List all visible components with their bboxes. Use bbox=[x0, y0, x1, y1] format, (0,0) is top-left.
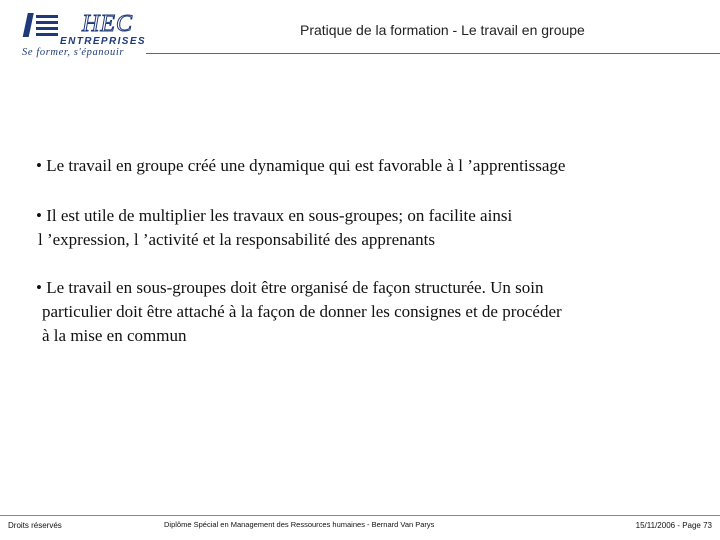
bullet-line: • Le travail en sous-groupes doit être organisé de façon structurée. Un soin bbox=[36, 278, 544, 297]
bullet-line: particulier doit être attaché à la façon de donner les consignes et de procéder bbox=[42, 302, 562, 321]
bullet-line: • Il est utile de multiplier les travaux en sous-groupes; on facilite ainsi bbox=[36, 206, 513, 225]
bullet-item-1 bbox=[36, 154, 565, 178]
footer-date-page: 15/11/2006 - Page 73 bbox=[635, 521, 712, 530]
bullet-item-3 bbox=[36, 276, 562, 348]
bullet-line: • Le travail en groupe créé une dynamique qui est favorable à l ’apprentissage bbox=[36, 156, 566, 175]
logo-entreprises: ENTREPRISES bbox=[60, 36, 146, 47]
slide-header-title: Pratique de la formation - Le travail en groupe bbox=[300, 22, 585, 38]
logo-brand: HEC bbox=[82, 11, 133, 37]
hec-logo bbox=[22, 11, 146, 58]
footer-course: Diplôme Spécial en Management des Ressources humaines - Bernard Van Parys bbox=[164, 520, 435, 529]
footer-divider bbox=[0, 515, 720, 516]
bullet-line: à la mise en commun bbox=[42, 326, 187, 345]
bullet-item-2 bbox=[36, 204, 512, 252]
bullet-line: l ’expression, l ’activité et la responsabilité des apprenants bbox=[38, 230, 436, 249]
header-divider bbox=[146, 53, 720, 54]
logo-tagline: Se former, s'épanouir bbox=[22, 47, 125, 58]
hec-emblem-icon bbox=[22, 12, 58, 40]
footer-copyright: Droits réservés bbox=[8, 521, 62, 530]
